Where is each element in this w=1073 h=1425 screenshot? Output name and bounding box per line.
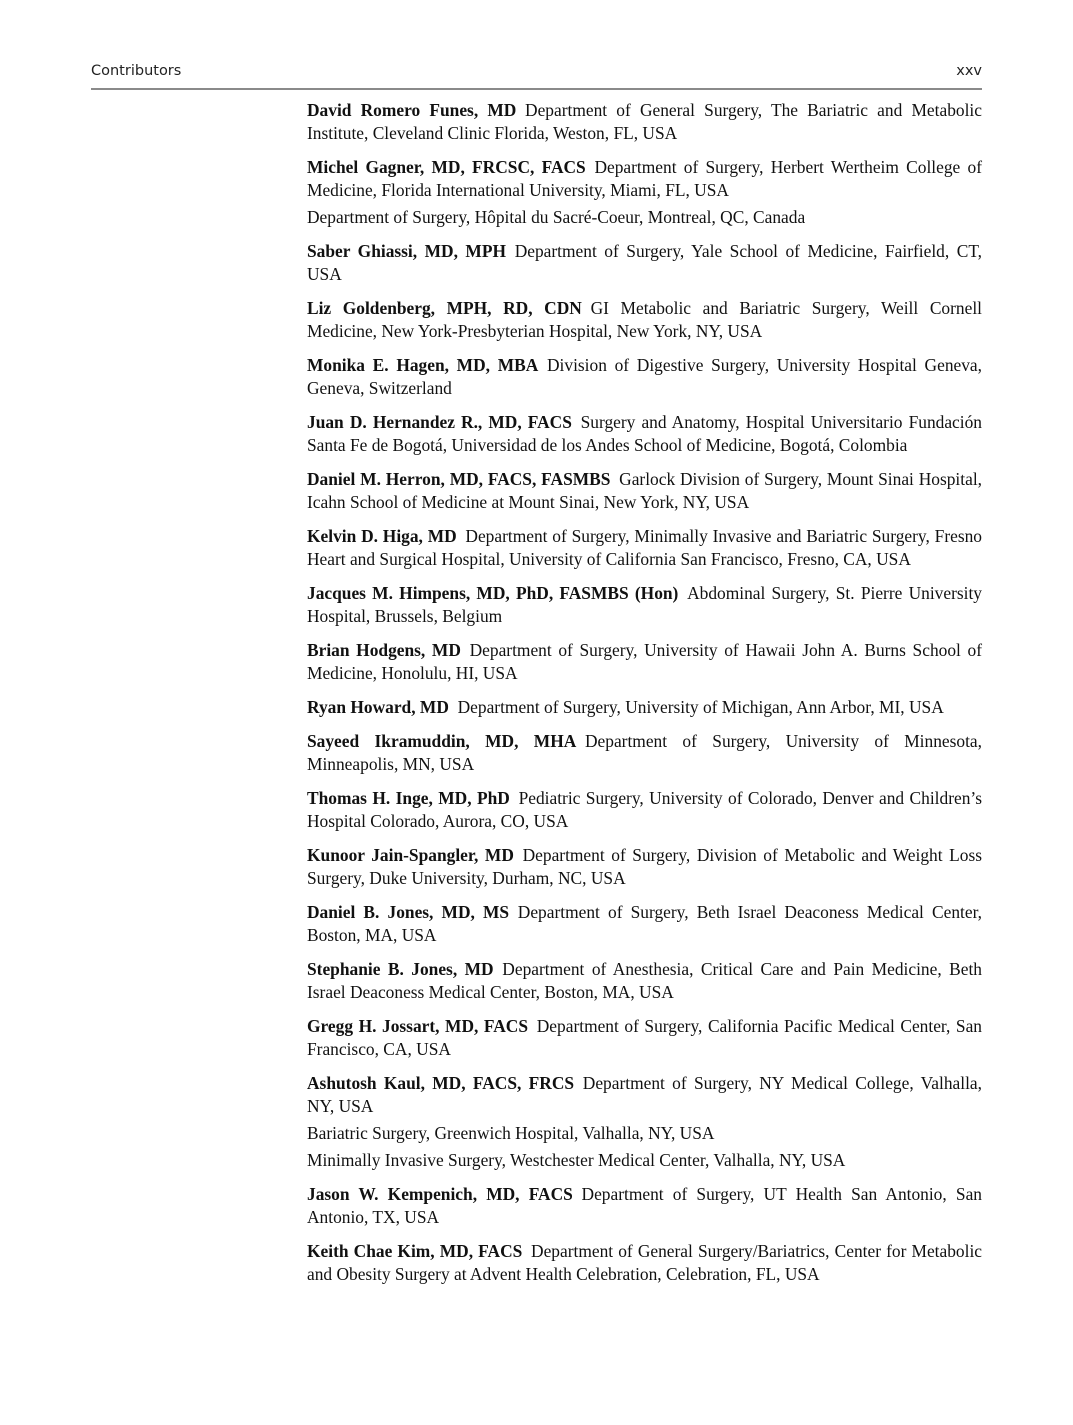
- contributor-entry: [307, 240, 982, 286]
- contributor-entry: [307, 1072, 982, 1172]
- contributor-affiliation: Department of Surgery, Minimally Invasive and Bariatric Surgery, Fresno Heart and Surgical Hospital, University of California San Francisco, Fresno, CA, USA: [307, 526, 982, 569]
- contributor-primary-line: [307, 958, 982, 1004]
- contributor-primary-line: [307, 582, 982, 628]
- contributor-name: Gregg H. Jossart, MD, FACS: [307, 1016, 529, 1036]
- contributor-primary-line: [307, 844, 982, 890]
- contributor-entry: [307, 787, 982, 833]
- contributor-name: Michel Gagner, MD, FRCSC, FACS: [307, 157, 586, 177]
- contributor-affiliation: Department of General Surgery/Bariatrics, Center for Metabolic and Obesity Surgery at Advent Health Celebration, Celebration, FL, USA: [307, 1241, 983, 1284]
- contributor-name: Daniel M. Herron, MD, FACS, FASMBS: [307, 469, 611, 489]
- contributor-affiliation: Department of Surgery, University of Michigan, Ann Arbor, MI, USA: [457, 697, 944, 717]
- contributor-entry: [307, 639, 982, 685]
- contributor-name: Juan D. Hernandez R., MD, FACS: [307, 412, 572, 432]
- contributor-primary-line: [307, 156, 982, 202]
- contributor-entry: [307, 696, 982, 719]
- contributor-affiliation: Surgery and Anatomy, Hospital Universitario Fundación Santa Fe de Bogotá, Universidad de los Andes School of Medicine, Bogotá, Colombia: [307, 412, 982, 455]
- contributor-entry: [307, 354, 982, 400]
- contributor-name: Saber Ghiassi, MD, MPH: [307, 241, 506, 261]
- contributor-entry: [307, 582, 982, 628]
- contributors-list: [307, 99, 982, 1297]
- contributor-entry: [307, 901, 982, 947]
- contributor-affiliation: Garlock Division of Surgery, Mount Sinai Hospital, Icahn School of Medicine at Mount Sinai, New York, NY, USA: [307, 469, 982, 512]
- contributor-affiliation: Department of Surgery, California Pacific Medical Center, San Francisco, CA, USA: [307, 1016, 982, 1059]
- contributor-affiliation: GI Metabolic and Bariatric Surgery, Weill Cornell Medicine, New York-Presbyterian Hospital, New York, NY, USA: [307, 298, 982, 341]
- contributor-entry: [307, 958, 982, 1004]
- contributor-name: Kunoor Jain-Spangler, MD: [307, 845, 514, 865]
- contributor-name: Ashutosh Kaul, MD, FACS, FRCS: [307, 1073, 575, 1093]
- contributor-additional-affiliation: Department of Surgery, Hôpital du Sacré-Coeur, Montreal, QC, Canada: [307, 207, 806, 227]
- contributor-affiliation: Division of Digestive Surgery, University Hospital Geneva, Geneva, Switzerland: [307, 355, 982, 398]
- contributor-entry: [307, 844, 982, 890]
- contributor-primary-line: [307, 411, 982, 457]
- contributor-name: Stephanie B. Jones, MD: [307, 959, 494, 979]
- section-title: Contributors: [91, 63, 182, 79]
- contributor-primary-line: [307, 1240, 982, 1286]
- contributor-name: Thomas H. Inge, MD, PhD: [307, 788, 510, 808]
- contributor-name: Jacques M. Himpens, MD, PhD, FASMBS (Hon): [307, 583, 679, 603]
- contributor-name: Liz Goldenberg, MPH, RD, CDN: [307, 298, 582, 318]
- contributor-entry: [307, 730, 982, 776]
- contributor-primary-line: [307, 696, 982, 719]
- contributor-affiliation: Department of Surgery, UT Health San Antonio, San Antonio, TX, USA: [307, 1184, 982, 1227]
- contributor-affiliation: Department of Surgery, Division of Metabolic and Weight Loss Surgery, Duke University, Durham, NC, USA: [307, 845, 982, 888]
- contributor-affiliation: Pediatric Surgery, University of Colorado, Denver and Children’s Hospital Colorado, Aurora, CO, USA: [307, 788, 982, 831]
- contributor-primary-line: [307, 297, 982, 343]
- contributor-primary-line: [307, 1072, 982, 1118]
- contributor-primary-line: [307, 99, 982, 145]
- contributor-entry: [307, 1183, 982, 1229]
- contributor-additional-affiliation: Minimally Invasive Surgery, Westchester Medical Center, Valhalla, NY, USA: [307, 1150, 846, 1170]
- contributor-name: Daniel B. Jones, MD, MS: [307, 902, 510, 922]
- contributor-entry: [307, 1015, 982, 1061]
- contributor-primary-line: [307, 1015, 982, 1061]
- contributor-entry: [307, 1240, 982, 1286]
- contributor-primary-line: [307, 354, 982, 400]
- contributor-name: David Romero Funes, MD: [307, 100, 517, 120]
- contributor-name: Ryan Howard, MD: [307, 697, 449, 717]
- contributor-primary-line: [307, 730, 982, 776]
- contributor-affiliation: Department of General Surgery, The Bariatric and Metabolic Institute, Cleveland Clinic Florida, Weston, FL, USA: [307, 100, 982, 143]
- contributor-affiliation: Department of Surgery, Yale School of Medicine, Fairfield, CT, USA: [307, 241, 983, 284]
- contributor-entry: [307, 297, 982, 343]
- contributor-name: Monika E. Hagen, MD, MBA: [307, 355, 539, 375]
- contributor-name: Sayeed Ikramuddin, MD, MHA: [307, 731, 577, 751]
- contributor-primary-line: [307, 787, 982, 833]
- contributor-affiliation: Department of Surgery, NY Medical College, Valhalla, NY, USA: [307, 1073, 983, 1116]
- contributor-name: Brian Hodgens, MD: [307, 640, 461, 660]
- contributor-entry: [307, 525, 982, 571]
- contributor-primary-line: [307, 240, 982, 286]
- contributor-primary-line: [307, 901, 982, 947]
- contributor-primary-line: [307, 639, 982, 685]
- contributor-name: Jason W. Kempenich, MD, FACS: [307, 1184, 573, 1204]
- contributor-affiliation: Department of Anesthesia, Critical Care and Pain Medicine, Beth Israel Deaconess Medical Center, Boston, MA, USA: [307, 959, 982, 1002]
- contributor-affiliation: Department of Surgery, University of Hawaii John A. Burns School of Medicine, Honolulu, HI, USA: [307, 640, 983, 683]
- contributor-primary-line: [307, 1183, 982, 1229]
- contributor-entry: [307, 99, 982, 145]
- contributor-primary-line: [307, 525, 982, 571]
- contributor-affiliation: Department of Surgery, Beth Israel Deaconess Medical Center, Boston, MA, USA: [307, 902, 983, 945]
- contributor-name: Keith Chae Kim, MD, FACS: [307, 1241, 523, 1261]
- page-header: [91, 62, 982, 90]
- contributor-name: Kelvin D. Higa, MD: [307, 526, 457, 546]
- contributor-entry: [307, 411, 982, 457]
- contributor-affiliation: Abdominal Surgery, St. Pierre University Hospital, Brussels, Belgium: [307, 583, 982, 626]
- page-number: xxv: [956, 63, 982, 79]
- contributor-entry: [307, 468, 982, 514]
- contributor-additional-affiliation: Bariatric Surgery, Greenwich Hospital, Valhalla, NY, USA: [307, 1123, 715, 1143]
- contributor-primary-line: [307, 468, 982, 514]
- contributor-affiliation: Department of Surgery, University of Minnesota, Minneapolis, MN, USA: [307, 731, 982, 774]
- contributor-affiliation: Department of Surgery, Herbert Wertheim College of Medicine, Florida International University, Miami, FL, USA: [307, 157, 982, 200]
- contributor-entry: [307, 156, 982, 229]
